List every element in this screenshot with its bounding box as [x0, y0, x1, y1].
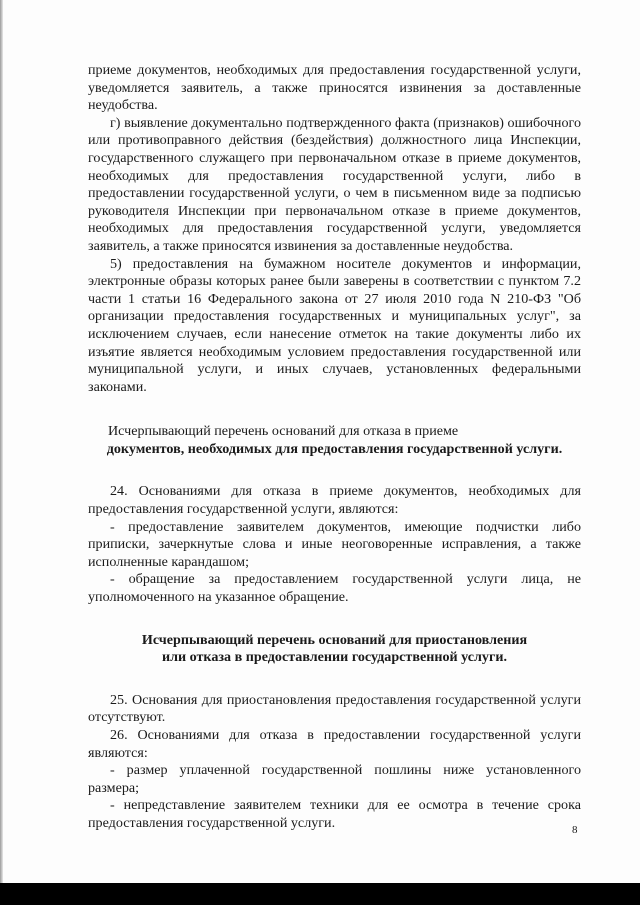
section1-heading-line2: документов, необходимых для предоставления государственной услуги.	[106, 440, 563, 457]
list-item-corrections: - предоставление заявителем документов, имеющие подчистки либо приписки, зачеркнутые слова и иные неоговоренные исправления, а также исполненные карандашом;	[88, 518, 581, 570]
list-item-inspection: - непредставление заявителем техники для ее осмотра в течение срока предоставления государственной услуги.	[88, 797, 581, 831]
list-item-unauthorized: - обращение за предоставлением государственной услуги лица, не уполномоченного на указанное обращение.	[88, 571, 581, 606]
spacer	[88, 607, 581, 632]
spacer	[88, 458, 581, 483]
document-body	[88, 62, 581, 833]
paragraph-item-g: г) выявление документально подтвержденного факта (признаков) ошибочного или противоправного действия (бездействия) должностного лица Инспекции, государственного служащего при первоначальном отказе в приеме документов, необходимых для предоставления государственной услуги, либо в предоставлении государственной услуги, о чем в письменном виде за подписью руководителя Инспекции при первоначальном отказе в приеме документов, необходимых для предоставления государственной услуги, уведомляется заявитель, а также приносятся извинения за доставленные неудобства.	[88, 114, 581, 254]
scan-edge-shadow	[0, 0, 3, 905]
section1-heading-line1: Исчерпывающий перечень оснований для отказа в приеме	[108, 423, 459, 440]
spacer	[88, 396, 581, 423]
list-item-fee: - размер уплаченной государственной пошлины ниже установленного размера;	[88, 762, 581, 796]
paragraph-continuation: приеме документов, необходимых для предоставления государственной услуги, уведомляется заявитель, а также приносятся извинения за доставленные неудобства.	[88, 62, 581, 114]
paragraph-item-5: 5) предоставления на бумажном носителе документов и информации, электронные образы которых ранее были заверены в соответствии с пунктом 7.2 части 1 статьи 16 Федерального закона от 27 июля 2010 года N 210-ФЗ "Об организации предоставления государственных и муниципальных услуг", за исключением случаев, если нанесение отметок на такие документы либо их изъятие является необходимым условием предоставления государственной или муниципальной услуги, и иных случаев, установленных федеральными законами.	[88, 255, 581, 395]
spacer	[88, 667, 581, 692]
scan-bottom-edge	[0, 883, 640, 905]
section2-heading-line1: Исчерпывающий перечень оснований для приостановления	[141, 631, 528, 648]
page-number: 8	[572, 824, 578, 836]
paragraph-25: 25. Основания для приостановления предоставления государственной услуги отсутствуют.	[88, 691, 581, 726]
paragraph-26: 26. Основаниями для отказа в предоставлении государственной услуги являются:	[88, 727, 581, 761]
section2-heading-line2: или отказа в предоставлении государственной услуги.	[161, 649, 508, 666]
paragraph-24: 24. Основаниями для отказа в приеме документов, необходимых для предоставления государственной услуги, являются:	[88, 483, 581, 518]
